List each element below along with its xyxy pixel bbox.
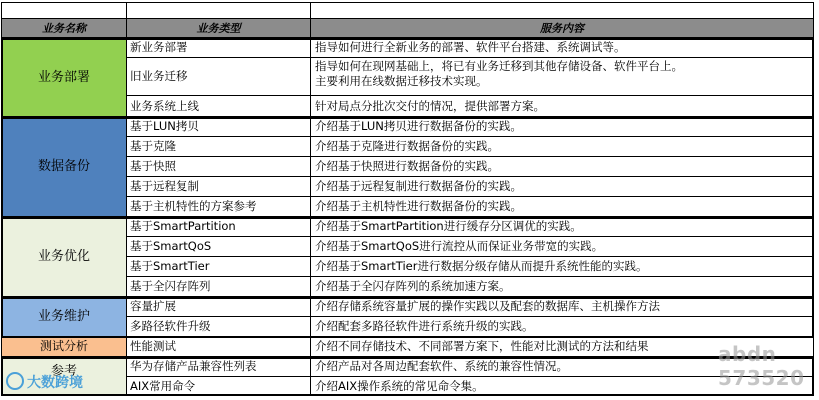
- category-testing: 测试分析: [1, 337, 127, 357]
- category-maintenance: 业务维护: [1, 297, 127, 337]
- content-snapshot: 介绍基于快照进行数据备份的实践。: [311, 157, 814, 177]
- type-clone: 基于克隆: [127, 137, 311, 157]
- content-migration: [311, 58, 814, 96]
- header-service-content: 服务内容: [311, 19, 814, 38]
- header-business-name: 业务名称: [1, 19, 127, 38]
- content-migration-line2: 主要利用在线数据迁移技术实现。: [315, 74, 488, 88]
- content-remote-replication: 介绍基于远程复制进行数据备份的实践。: [311, 177, 814, 197]
- content-capacity-expansion: 介绍存储系统容量扩展的操作实践以及配套的数据库、主机操作方法: [311, 297, 814, 317]
- content-lun-copy: 介绍基于LUN拷贝进行数据备份的实践。: [311, 117, 814, 137]
- blank-cell: [311, 2, 814, 19]
- brand-logo: [6, 372, 83, 392]
- content-migration-line1: 指导如何在现网基础上，将已有业务迁移到其他存储设备、软件平台上。: [315, 59, 683, 73]
- type-remote-replication: 基于远程复制: [127, 177, 311, 197]
- content-go-live: 针对局点分批次交付的情况，提供部署方案。: [311, 96, 814, 117]
- blank-cell: [1, 2, 127, 19]
- service-table: [1, 2, 814, 396]
- content-host-feature: 介绍基于主机特性进行数据备份的实践。: [311, 197, 814, 217]
- content-clone: 介绍基于克隆进行数据备份的实践。: [311, 137, 814, 157]
- type-performance-test: 性能测试: [127, 337, 311, 357]
- content-smartpartition: 介绍基于SmartPartition进行缓存分区调优的实践。: [311, 217, 814, 237]
- type-multipath-upgrade: 多路径软件升级: [127, 317, 311, 337]
- type-new-deployment: 新业务部署: [127, 38, 311, 58]
- type-snapshot: 基于快照: [127, 157, 311, 177]
- type-go-live: 业务系统上线: [127, 96, 311, 117]
- content-smartqos: 介绍基于SmartQoS进行流控从而保证业务带宽的实践。: [311, 237, 814, 257]
- category-backup: 数据备份: [1, 117, 127, 217]
- content-multipath-upgrade: 介绍配套多路径软件进行系统升级的实践。: [311, 317, 814, 337]
- type-all-flash: 基于全闪存阵列: [127, 277, 311, 297]
- type-aix-commands: AIX常用命令: [127, 377, 311, 396]
- type-compatibility-list: 华为存储产品兼容性列表: [127, 357, 311, 377]
- content-smarttier: 介绍基于SmartTier进行数据分级存储从而提升系统性能的实践。: [311, 257, 814, 277]
- blank-cell: [127, 2, 311, 19]
- category-deployment: 业务部署: [1, 38, 127, 117]
- type-smarttier: 基于SmartTier: [127, 257, 311, 277]
- type-smartpartition: 基于SmartPartition: [127, 217, 311, 237]
- content-all-flash: 介绍基于全闪存阵列的系统加速方案。: [311, 277, 814, 297]
- content-aix-commands: 介绍AIX操作系统的常见命令集。: [311, 377, 814, 396]
- type-host-feature: 基于主机特性的方案参考: [127, 197, 311, 217]
- type-lun-copy: 基于LUN拷贝: [127, 117, 311, 137]
- category-reference: 参考: [1, 357, 127, 396]
- category-optimization: 业务优化: [1, 217, 127, 297]
- watermark-text: abdn 573520: [718, 342, 805, 390]
- type-smartqos: 基于SmartQoS: [127, 237, 311, 257]
- content-new-deployment: 指导如何进行全新业务的部署、软件平台搭建、系统调试等。: [311, 38, 814, 58]
- type-migration: 旧业务迁移: [127, 58, 311, 96]
- logo-mark-icon: [6, 372, 24, 390]
- content-performance-test: 介绍不同存储技术、不同部署方案下，性能对比测试的方法和结果: [311, 337, 814, 357]
- logo-text: 大数跨境: [27, 375, 83, 391]
- type-capacity-expansion: 容量扩展: [127, 297, 311, 317]
- content-compatibility-list: 介绍产品对各周边配套软件、系统的兼容性情况。: [311, 357, 814, 377]
- header-business-type: 业务类型: [127, 19, 311, 38]
